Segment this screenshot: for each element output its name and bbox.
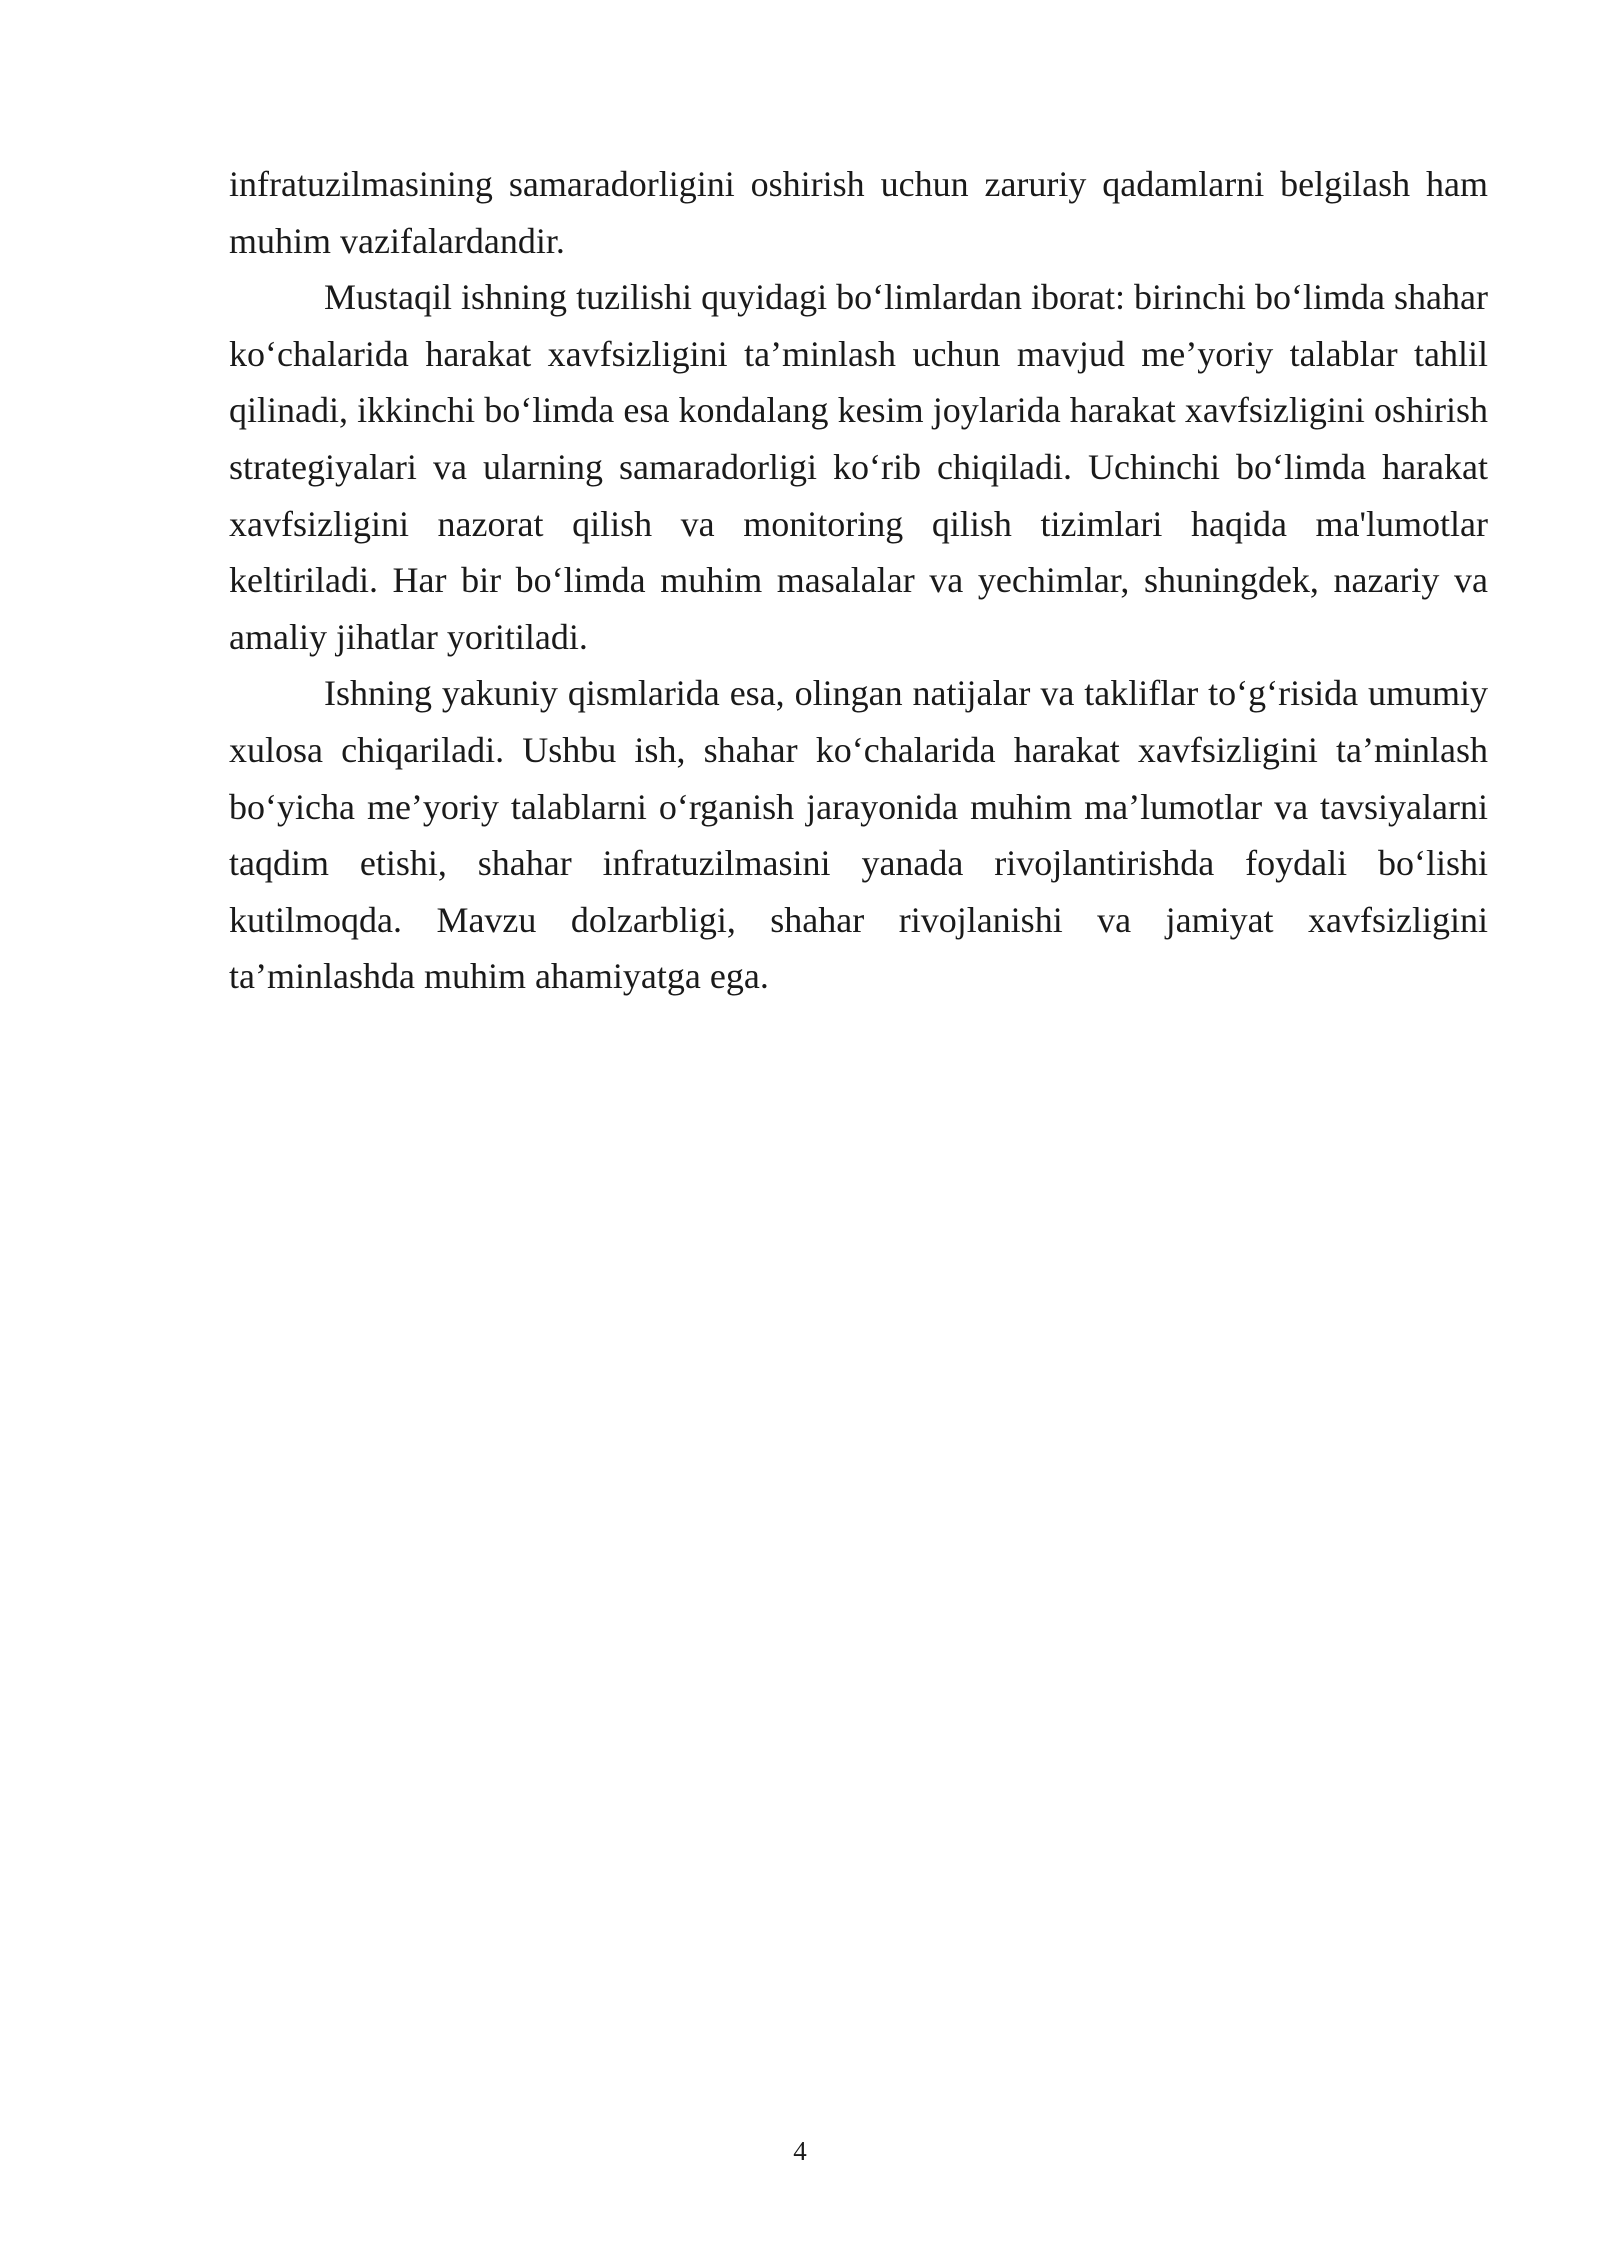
- paragraph-structure: Mustaqil ishning tuzilishi quyidagi bo‘limlardan iborat: birinchi bo‘limda shahar ko‘chalarida harakat xavfsizligini ta’minlash uchun mavjud me’yoriy talablar tahlil qilinadi, ikkinchi bo‘limda esa kondalang kesim joylarida harakat xavfsizligini oshirish strategiyalari va ularning samaradorligi ko‘rib chiqiladi. Uchinchi bo‘limda harakat xavfsizligini nazorat qilish va monitoring qilish tizimlari haqida ma'lumotlar keltiriladi. Har bir bo‘limda muhim masalalar va yechimlar, shuningdek, nazariy va amaliy jihatlar yoritiladi.: [229, 277, 1488, 657]
- paragraph-conclusion: Ishning yakuniy qismlarida esa, olingan natijalar va takliflar to‘g‘risida umumiy xulosa chiqariladi. Ushbu ish, shahar ko‘chalarida harakat xavfsizligini ta’minlash bo‘yicha me’yoriy talablarni o‘rganish jarayonida muhim ma’lumotlar va tavsiyalarni taqdim etishi, shahar infratuzilmasini yanada rivojlantirishda foydali bo‘lishi kutilmoqda. Mavzu dolzarbligi, shahar rivojlanishi va jamiyat xavfsizligini ta’minlashda muhim ahamiyatga ega.: [229, 673, 1488, 997]
- page-number: 4: [793, 2136, 807, 2166]
- document-body: [229, 156, 1488, 1005]
- paragraph-continuation: infratuzilmasining samaradorligini oshirish uchun zaruriy qadamlarni belgilash ham muhim vazifalardandir.: [229, 164, 1488, 261]
